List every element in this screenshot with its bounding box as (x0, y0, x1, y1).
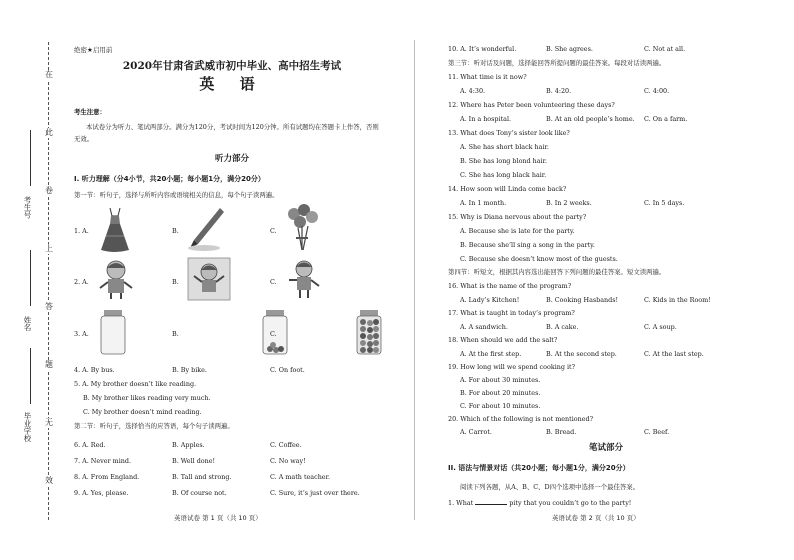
part1-title: I. 听力理解（分4小节，共20小题；每小题1分，满分20分） (74, 175, 265, 183)
part2-title: II. 语法与情景对话（共20小题；每小题1分，满分20分） (448, 464, 630, 472)
q16-option-b[interactable]: B. Cooking Hasbands! (546, 296, 619, 304)
q5-option-c[interactable]: C. My brother doesn’t mind reading. (83, 408, 202, 416)
written-q1 (448, 498, 631, 508)
q17-option-c[interactable]: C. A soup. (644, 323, 677, 331)
subject-title: 英 语 (199, 75, 265, 93)
binding-char: 在 (45, 70, 53, 79)
candidate-number-blank[interactable] (30, 130, 31, 186)
jar-full-candies-icon[interactable] (354, 308, 384, 356)
q17-option-b[interactable]: B. A cake. (546, 323, 579, 331)
q4-option-b[interactable]: B. By bike. (172, 366, 207, 374)
q7-option-b[interactable]: B. Well done! (172, 457, 216, 465)
q14-option-c[interactable]: C. In 5 days. (644, 199, 685, 207)
q19-option-c[interactable]: C. For about 10 minutes. (460, 402, 541, 410)
q18-option-a[interactable]: A. At the first step. (460, 350, 522, 358)
q4-option-a[interactable]: 4. A. By bus. (74, 366, 115, 374)
girl-with-frame-icon[interactable] (186, 256, 232, 302)
q16-question: 16. What is the name of the program? (448, 282, 572, 290)
binding-char: 卷 (45, 186, 53, 195)
q3-option-c-label: C. (270, 330, 277, 338)
q19-option-b[interactable]: B. For about 20 minutes. (460, 389, 541, 397)
binding-char: 题 (45, 360, 53, 369)
binding-char: 效 (45, 476, 53, 485)
q3-option-a-label: 3. A. (74, 330, 89, 338)
q13-option-b[interactable]: B. She has long blond hair. (460, 157, 548, 165)
q8-option-a[interactable]: 8. A. From England. (74, 473, 140, 481)
q6-option-c[interactable]: C. Coffee. (270, 441, 302, 449)
q11-question: 11. What time is it now? (448, 73, 527, 81)
school-blank[interactable] (30, 348, 31, 404)
q15-option-b[interactable]: B. Because she’ll sing a song in the party. (460, 241, 595, 249)
flowers-icon[interactable] (284, 204, 320, 254)
q20-option-b[interactable]: B. Bread. (546, 428, 577, 436)
q9-option-a[interactable]: 9. A. Yes, please. (74, 489, 129, 497)
section1-instructions: 第一节：听句子，选择与所听内容或语境相关的信息，每个句子读两遍。 (74, 191, 279, 199)
girl-pointing-icon[interactable] (286, 258, 322, 300)
dress-icon[interactable] (98, 206, 132, 254)
binding-char: 答 (45, 302, 53, 311)
q8-option-b[interactable]: B. Tall and strong. (172, 473, 232, 481)
pen-icon[interactable] (186, 206, 226, 252)
q18-option-b[interactable]: B. At the second step. (546, 350, 617, 358)
q11-option-b[interactable]: B. 4:20. (546, 87, 572, 95)
school-label: 毕业学校 (23, 412, 32, 442)
q9-option-b[interactable]: B. Of course not. (172, 489, 227, 497)
listening-section-title: 听力部分 (214, 154, 249, 164)
q1-option-b-label: B. (172, 227, 179, 235)
name-label: 姓名 (23, 316, 32, 331)
q6-option-b[interactable]: B. Apples. (172, 441, 205, 449)
q17-question: 17. What is taught in today’s program? (448, 309, 575, 317)
q11-option-c[interactable]: C. 4:00. (644, 87, 670, 95)
q13-question: 13. What does Tony’s sister look like? (448, 129, 570, 137)
written-section-title: 笔试部分 (588, 443, 623, 453)
binding-char: 此 (45, 128, 53, 137)
binding-char: 无 (45, 418, 53, 427)
page-divider (414, 40, 415, 520)
section3-instructions: 第三节：听对话及问题，选择能回答所提问题的最佳答案。每段对话读两遍。 (448, 59, 666, 67)
q15-option-a[interactable]: A. Because she is late for the party. (460, 227, 575, 235)
q18-option-c[interactable]: C. At the last step. (644, 350, 704, 358)
written-q1-end: pity that you couldn’t go to the party! (509, 499, 632, 507)
q19-question: 19. How long will we spend cooking it? (448, 363, 576, 371)
q2-option-c-label: C. (270, 278, 277, 286)
q1-option-c-label: C. (270, 227, 277, 235)
q20-option-a[interactable]: A. Carrot. (460, 428, 492, 436)
q20-option-c[interactable]: C. Beef. (644, 428, 670, 436)
q15-option-c[interactable]: C. Because she doesn’t know most of the guests. (460, 255, 618, 263)
binding-margin (0, 0, 66, 560)
part2-instructions: 阅读下列各题，从A、B、C、D四个选项中选择一个最佳答案。 (460, 483, 640, 491)
section2-instructions: 第二节：听句子，选择恰当的应答语，每个句子读两遍。 (74, 422, 234, 430)
notice-heading: 考生注意： (74, 108, 106, 116)
q19-option-a[interactable]: A. For about 30 minutes. (460, 376, 541, 384)
binding-char: 上 (45, 244, 53, 253)
q5-option-a[interactable]: 5. A. My brother doesn’t like reading. (74, 380, 197, 388)
q13-option-c[interactable]: C. She has long black hair. (460, 171, 547, 179)
exam-title: 2020年甘肃省武威市初中毕业、高中招生考试 (122, 60, 342, 72)
page-2 (448, 0, 764, 560)
q16-option-c[interactable]: C. Kids in the Room! (644, 296, 711, 304)
q18-question: 18. When should we add the salt? (448, 336, 558, 344)
empty-jar-icon[interactable] (98, 308, 128, 356)
q2-option-a-label: 2. A. (74, 278, 89, 286)
q12-question: 12. Where has Peter been volunteering these days? (448, 101, 615, 109)
q10-option-b[interactable]: B. She agrees. (546, 45, 593, 53)
q10-option-c[interactable]: C. Not at all. (644, 45, 686, 53)
written-q1-start: 1. What (448, 499, 474, 507)
notice-text: 本试卷分为听力、笔试两部分。满分为120分，考试时间为120分钟。所有试题均在答题卡上作答，否则无效。 (74, 123, 379, 143)
q1-option-a-label: 1. A. (74, 227, 89, 235)
q12-option-a[interactable]: A. In a hospital. (460, 115, 512, 123)
q11-option-a[interactable]: A. 4:30. (460, 87, 486, 95)
q2-option-b-label: B. (172, 278, 179, 286)
confidential-mark: 绝密★启用前 (74, 46, 113, 54)
q12-option-c[interactable]: C. On a farm. (644, 115, 688, 123)
q15-question: 15. Why is Diana nervous about the party? (448, 213, 587, 221)
q8-option-c[interactable]: C. A math teacher. (270, 473, 330, 481)
q6-option-a[interactable]: 6. A. Red. (74, 441, 106, 449)
q13-option-a[interactable]: A. She has short black hair. (460, 143, 549, 151)
q3-option-b-label: B. (172, 330, 179, 338)
q20-question: 20. Which of the following is not mentioned? (448, 415, 594, 423)
written-q1-blank[interactable] (475, 498, 507, 505)
page2-footer: 英语试卷 第 2 页（共 10 页） (552, 514, 640, 522)
binding-dashed-line (48, 42, 49, 520)
q12-option-b[interactable]: B. At an old people’s home. (546, 115, 635, 123)
section4-instructions: 第四节：听短文，根据其内容选出能回答下列问题的最佳答案。短文读两遍。 (448, 268, 666, 276)
q14-option-b[interactable]: B. In 2 weeks. (546, 199, 592, 207)
q5-option-b[interactable]: B. My brother likes reading very much. (83, 394, 211, 402)
q4-option-c[interactable]: C. On foot. (270, 366, 305, 374)
q17-option-a[interactable]: A. A sandwich. (460, 323, 508, 331)
page-1 (74, 0, 390, 560)
candidate-number-label: 考生号 (23, 196, 32, 219)
q9-option-c[interactable]: C. Sure, it’s just over there. (270, 489, 360, 497)
q14-option-a[interactable]: A. In 1 month. (460, 199, 507, 207)
girl-icon[interactable] (96, 258, 136, 300)
q7-option-c[interactable]: C. No way! (270, 457, 306, 465)
q14-question: 14. How soon will Linda come back? (448, 185, 567, 193)
page1-footer: 英语试卷 第 1 页（共 10 页） (174, 514, 262, 522)
q10-option-a[interactable]: 10. A. It’s wonderful. (448, 45, 517, 53)
q16-option-a[interactable]: A. Lady’s Kitchen! (460, 296, 520, 304)
q7-option-a[interactable]: 7. A. Never mind. (74, 457, 132, 465)
name-blank[interactable] (30, 250, 31, 306)
